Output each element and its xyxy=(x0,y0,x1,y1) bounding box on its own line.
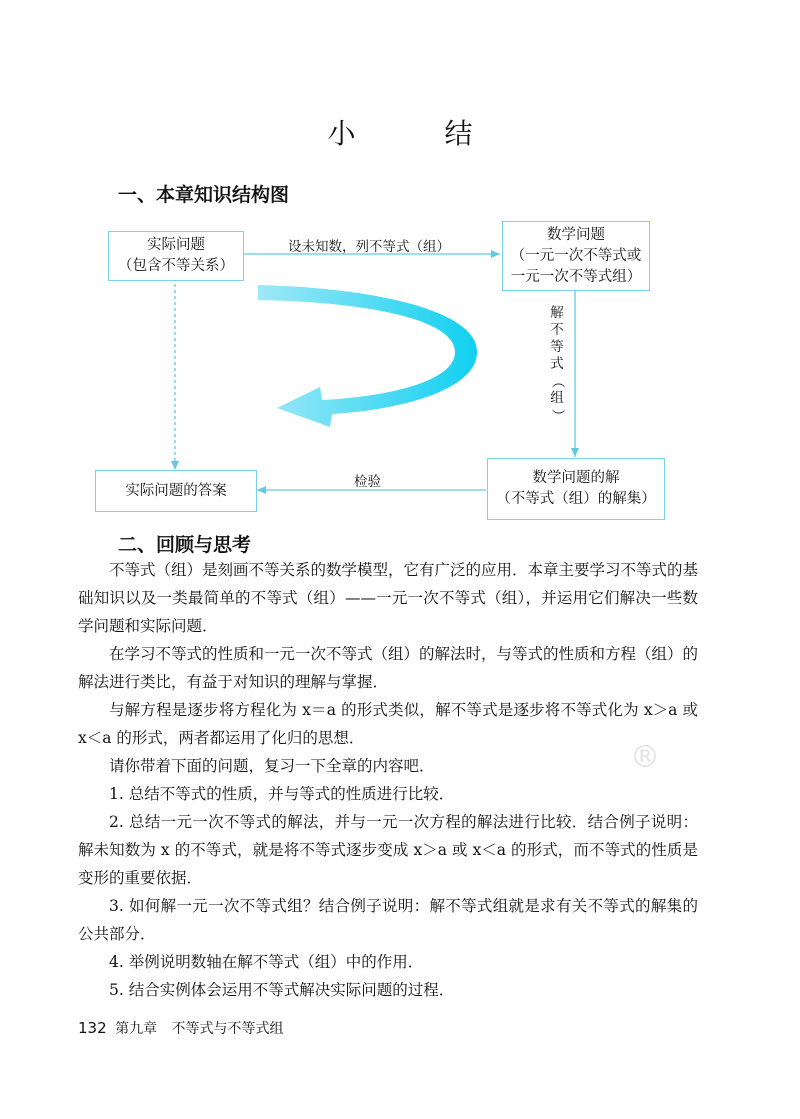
label-solve xyxy=(548,305,566,424)
review-item-2: 2. 总结一元一次不等式的解法，并与一元一次方程的解法进行比较．结合例子说明：解未知数为 x 的不等式，就是将不等式逐步变成 x＞a 或 x＜a 的形式，而不等式的性质是变形的重要依据． xyxy=(78,813,698,887)
box-math-problem xyxy=(502,221,650,291)
page-footer xyxy=(78,1018,284,1038)
box-answer-text: 实际问题的答案 xyxy=(125,482,227,499)
paragraph-reduction: 与解方程是逐步将方程化为 x＝a 的形式类似，解不等式是逐步将不等式化为 x＞a 或 x＜a 的形式，两者都运用了化归的思想． xyxy=(78,701,698,747)
label-solve-char: 等 xyxy=(550,339,564,355)
label-solve-char: 式 xyxy=(550,356,564,372)
review-item-1: 1. 总结不等式的性质，并与等式的性质进行比较． xyxy=(109,785,455,803)
box-practical-problem xyxy=(108,231,244,281)
box-solution-line1: 数学问题的解 xyxy=(532,470,620,486)
box-solution-line2: （不等式（组）的解集） xyxy=(496,491,656,507)
label-solve-char: （ xyxy=(549,374,566,389)
paragraph-prompt: 请你带着下面的问题，复习一下全章的内容吧． xyxy=(109,757,435,775)
page-title: 小 结 xyxy=(327,117,513,150)
big-cycle-arrow xyxy=(258,285,477,427)
section-heading-structure: 一、本章知识结构图 xyxy=(118,184,290,206)
registered-watermark: ® xyxy=(630,740,660,775)
label-check: 检验 xyxy=(354,474,381,490)
label-solve-char: 解 xyxy=(550,305,564,321)
label-model: 设未知数，列不等式（组） xyxy=(288,239,450,255)
box-practical-line2: （包含不等关系） xyxy=(118,258,234,274)
paragraph-intro: 不等式（组）是刻画不等关系的数学模型，它有广泛的应用．本章主要学习不等式的基础知识以及一类最简单的不等式（组）——一元一次不等式（组），并运用它们解决一些数学问题和实际问题． xyxy=(78,561,699,635)
box-math-line2: （一元一次不等式或 xyxy=(510,247,642,264)
box-math-line1: 数学问题 xyxy=(547,226,605,243)
chapter-number: 第九章 xyxy=(115,1021,158,1037)
box-math-solution xyxy=(487,458,665,520)
review-item-5: 5. 结合实例体会运用不等式解决实际问题的过程． xyxy=(109,981,455,999)
paragraph-analogy: 在学习不等式的性质和一元一次不等式（组）的解法时，与等式的性质和方程（组）的解法进行类比，有益于对知识的理解与掌握． xyxy=(78,645,699,691)
chapter-title: 不等式与不等式组 xyxy=(171,1021,284,1037)
review-item-4: 4. 举例说明数轴在解不等式（组）中的作用． xyxy=(109,953,424,971)
box-practical-line1: 实际问题 xyxy=(147,237,205,253)
label-solve-char: 组 xyxy=(550,390,564,406)
review-item-3: 3. 如何解一元一次不等式组？结合例子说明：解不等式组就是求有关不等式的解集的公共部分． xyxy=(78,897,698,943)
page-number: 132 xyxy=(78,1019,107,1037)
label-solve-char: ） xyxy=(549,408,566,423)
box-math-line3: 一元一次不等式组） xyxy=(510,268,642,285)
section-heading-review: 二、回顾与思考 xyxy=(118,534,252,556)
box-practical-answer xyxy=(95,470,257,512)
label-solve-char: 不 xyxy=(550,322,564,338)
